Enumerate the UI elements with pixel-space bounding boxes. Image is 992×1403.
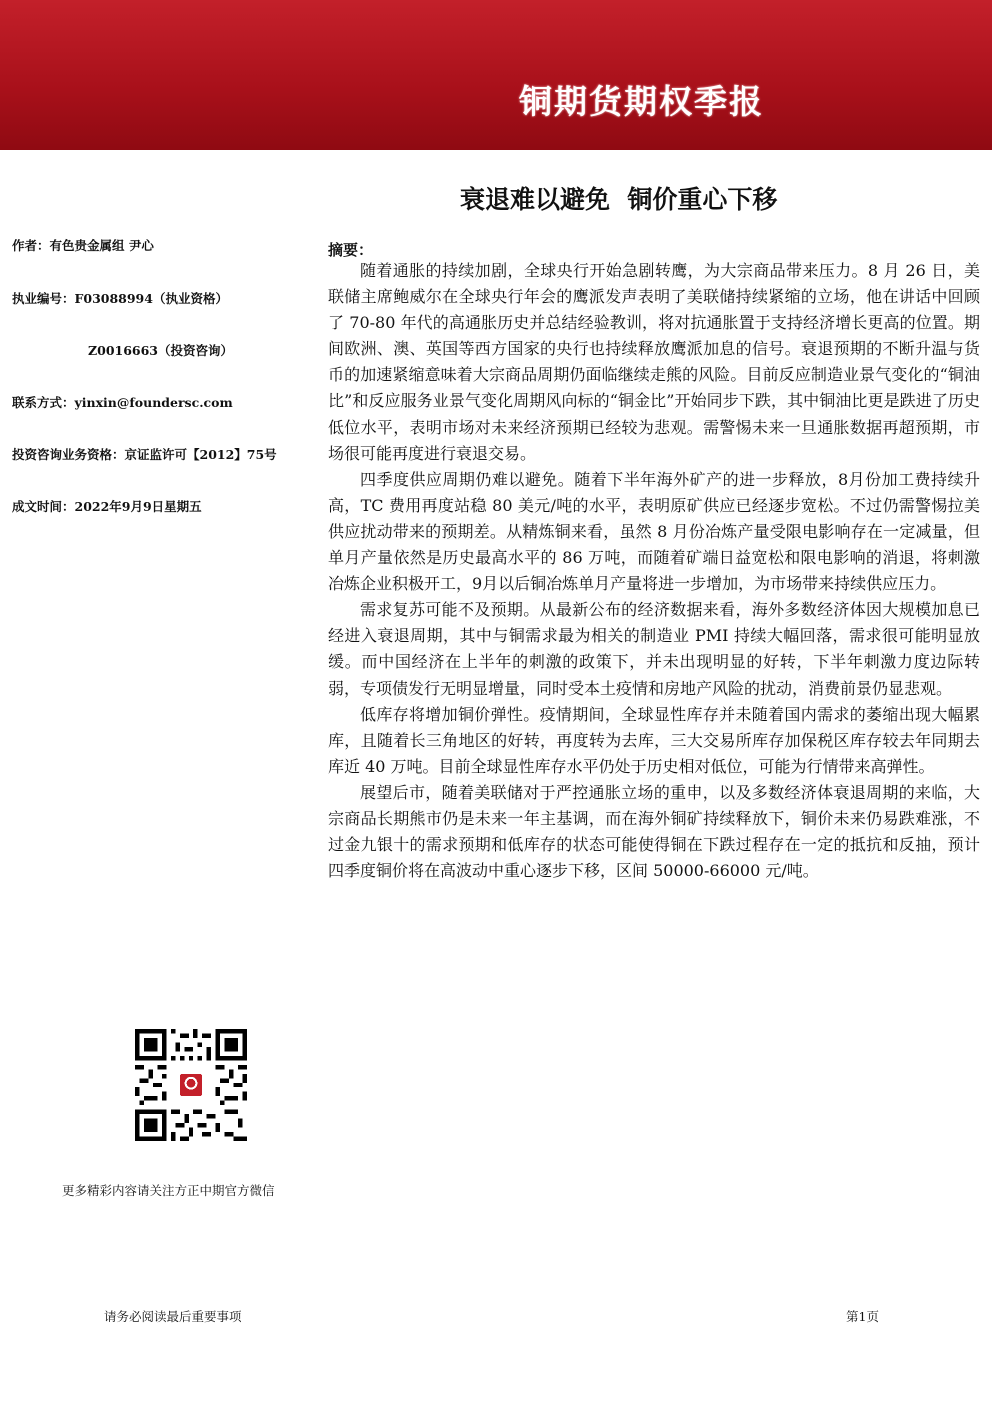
abstract-label: 摘要： xyxy=(328,241,374,259)
license-number-consulting: Z0016663（投资咨询） xyxy=(88,343,234,358)
abstract-paragraph: 展望后市，随着美联储对于严控通胀立场的重申，以及多数经济体衰退周期的来临，大宗商品长期熊市仍是未来一年主基调，而在海外铜矿持续释放下，铜价未来仍易跌难涨，不过金九银十的需求预期和低库存的状态可能使得铜在下跌过程存在一定的抵抗和反抽，预计四季度铜价将在高波动中重心逐步下移，区间 50000-66000 元/吨。 xyxy=(328,782,980,881)
page-number: 第1页 xyxy=(846,1309,879,1324)
abstract-paragraph: 低库存将增加铜价弹性。疫情期间，全球显性库存并未随着国内需求的萎缩出现大幅累库，且随着长三角地区的好转，再度转为去库，三大交易所库存加保税区库存较去年同期去库近 40 万吨。目前全球显性库存水平仍处于历史相对低位，可能为行情带来高弹性。 xyxy=(328,704,980,776)
license-number-qualification: 执业编号：F03088994（执业资格） xyxy=(12,291,228,306)
abstract-paragraph: 随着通胀的持续加剧，全球央行开始急剧转鹰，为大宗商品带来压力。8 月 26 日，美联储主席鲍威尔在全球央行年会的鹰派发声表明了美联储持续紧缩的立场，他在讲话中回顾了 70-80 年代的高通胀历史并总结经验教训，将对抗通胀置于支持经济增长更高的位置。期间欧洲、澳、英国等西方国家的央行也持续释放鹰派加息的信号。衰退预期的不断升温与货币的加速紧缩意味着大宗商品周期仍面临继续走熊的风险。目前反应制造业景气变化的“铜油比”和反应服务业景气变化周期风向标的“铜金比”开始同步下跌，其中铜油比更是跌进了历史低位水平，表明市场对未来经济预期已经较为悲观。需警惕未来一旦通胀数据再超预期，市场很可能再度进行衰退交易。 xyxy=(328,261,980,463)
wechat-qr-code xyxy=(135,1029,247,1141)
report-title: 铜期货期权季报 xyxy=(519,82,764,121)
contact-email: 联系方式：yinxin@foundersc.com xyxy=(12,395,233,410)
qr-caption: 更多精彩内容请关注方正中期官方微信 xyxy=(62,1183,275,1198)
abstract-body xyxy=(328,258,980,884)
abstract-paragraph: 四季度供应周期仍难以避免。随着下半年海外矿产的进一步释放，8月份加工费持续升高，TC 费用再度站稳 80 美元/吨的水平，表明原矿供应已经逐步宽松。不过仍需警惕拉美供应扰动带来的预期差。从精炼铜来看，虽然 8 月份冶炼产量受限电影响存在一定减量，但单月产量依然是历史最高水平的 86 万吨，而随着矿端日益宽松和限电影响的消退，将刺激冶炼企业积极开工，9月以后铜冶炼单月产量将进一步增加，为市场带来持续供应压力。 xyxy=(328,469,980,594)
main-title: 衰退难以避免 铜价重心下移 xyxy=(460,185,778,214)
header-banner xyxy=(0,0,992,150)
footer-notice: 请务必阅读最后重要事项 xyxy=(104,1309,242,1324)
abstract-paragraph: 需求复苏可能不及预期。从最新公布的经济数据来看，海外多数经济体因大规模加息已经进入衰退周期，其中与铜需求最为相关的制造业 PMI 持续大幅回落，需求很可能明显放缓。而中国经济在上半年的刺激的政策下，并未出现明显的好转，下半年刺激力度边际转弱，专项债发行无明显增量，同时受本土疫情和房地产风险的扰动，消费前景仍显悲观。 xyxy=(328,600,980,698)
date-written: 成文时间：2022年9月9日星期五 xyxy=(12,499,202,514)
business-qualification: 投资咨询业务资格：京证监许可【2012】75号 xyxy=(12,447,277,462)
author-line: 作者：有色贵金属组 尹心 xyxy=(12,238,154,253)
